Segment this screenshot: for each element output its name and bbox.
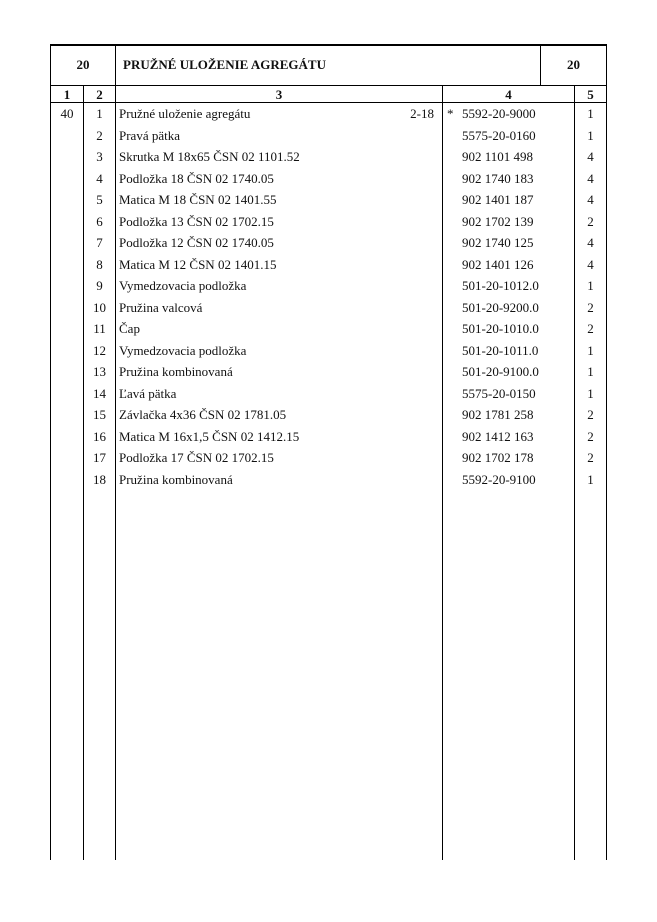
row-position: 15 [93, 407, 106, 422]
row-part-number: 902 1781 258 [462, 407, 534, 422]
row-name: Pružina kombinovaná [119, 471, 233, 487]
row-quantity: 2 [587, 407, 594, 422]
row-quantity: 2 [587, 213, 594, 229]
row-name: Matica M 16x1,5 ČSN 02 1412.15 [119, 428, 300, 444]
row-position: 18 [93, 471, 106, 487]
row-position: 11 [93, 321, 106, 336]
row-position: 13 [93, 364, 106, 379]
row-part-number: 902 1401 126 [462, 256, 534, 272]
group-position: 40 [60, 106, 74, 121]
row-quantity: 2 [587, 321, 594, 336]
row-name: Pružina valcová [119, 299, 203, 315]
row-part-number: 501-20-1012.0 [462, 278, 539, 293]
row-quantity: 1 [587, 385, 594, 401]
row-position: 1 [96, 106, 103, 121]
row-quantity: 1 [587, 106, 594, 121]
row-name: Skrutka M 18x65 ČSN 02 1101.52 [119, 149, 300, 164]
row-quantity: 1 [587, 342, 594, 358]
row-name: Matica M 18 ČSN 02 1401.55 [119, 192, 277, 207]
row-position: 8 [96, 256, 103, 272]
row-part-number: 902 1740 125 [462, 235, 534, 250]
row-position: 5 [96, 192, 103, 207]
title-right-number: 20 [567, 57, 580, 72]
row-position: 16 [93, 428, 106, 444]
row-position: 9 [96, 278, 103, 293]
row-quantity: 4 [587, 235, 594, 250]
row-part-number: 5592-20-9000 [462, 106, 536, 121]
row-position: 4 [96, 170, 103, 186]
row-name: Závlačka 4x36 ČSN 02 1781.05 [119, 407, 287, 422]
row-part-number: 902 1412 163 [462, 428, 534, 444]
title-bottom-border [50, 85, 607, 86]
row-name: Pružina kombinovaná [119, 364, 233, 379]
row-position: 7 [96, 235, 103, 250]
row-part-number: 902 1702 178 [462, 450, 534, 465]
row-name: Podložka 13 ČSN 02 1702.15 [119, 213, 274, 229]
row-name: Vymedzovacia podložka [119, 342, 247, 358]
column-header-2: 2 [96, 87, 103, 102]
column-header-4: 4 [505, 87, 512, 102]
row-quantity: 4 [587, 192, 594, 207]
row-mark: * [447, 106, 454, 121]
row-quantity: 4 [587, 256, 594, 272]
row-name: Vymedzovacia podložka [119, 278, 247, 293]
row-position: 10 [93, 299, 106, 315]
row-part-number: 902 1740 183 [462, 170, 534, 186]
row-position: 3 [96, 149, 103, 164]
column-header-1: 1 [63, 87, 71, 102]
row-name: Čap [119, 321, 140, 336]
row-position: 17 [93, 450, 106, 465]
row-part-number: 902 1401 187 [462, 192, 534, 207]
row-part-number: 501-20-1010.0 [462, 321, 539, 336]
row-quantity: 1 [587, 364, 594, 379]
row-quantity: 4 [587, 149, 594, 164]
row-part-number: 501-20-1011.0 [462, 342, 539, 358]
row-quantity: 2 [587, 299, 594, 315]
column-header-5: 5 [587, 87, 594, 102]
table-left-border [50, 44, 51, 860]
row-position: 12 [93, 342, 106, 358]
row-position: 2 [96, 127, 103, 143]
row-reference: 2-18 [410, 106, 434, 121]
row-part-number: 501-20-9100.0 [462, 364, 539, 379]
row-name: Podložka 12 ČSN 02 1740.05 [119, 235, 274, 250]
row-quantity: 4 [587, 170, 594, 186]
row-part-number: 501-20-9200.0 [462, 299, 539, 315]
row-name: Matica M 12 ČSN 02 1401.15 [119, 256, 277, 272]
row-part-number: 902 1702 139 [462, 213, 534, 229]
row-quantity: 1 [587, 471, 594, 487]
column-divider-3 [442, 85, 443, 860]
row-name: Pravá pätka [119, 127, 181, 143]
column-header-3: 3 [275, 87, 283, 102]
row-part-number: 902 1101 498 [462, 149, 534, 164]
row-quantity: 1 [587, 127, 594, 143]
row-name: Podložka 18 ČSN 02 1740.05 [119, 170, 274, 186]
row-part-number: 5575-20-0150 [462, 385, 536, 401]
row-position: 6 [96, 213, 103, 229]
row-quantity: 2 [587, 428, 594, 444]
row-position: 14 [93, 385, 106, 401]
row-part-number: 5592-20-9100 [462, 471, 536, 487]
page-title: PRUŽNÉ ULOŽENIE AGREGÁTU [123, 57, 326, 72]
row-quantity: 1 [587, 278, 594, 293]
row-quantity: 2 [587, 450, 594, 465]
title-left-number: 20 [76, 57, 90, 72]
row-name: Pružné uloženie agregátu [119, 106, 251, 121]
row-part-number: 5575-20-0160 [462, 127, 536, 143]
table-top-border [50, 44, 607, 46]
row-name: Podložka 17 ČSN 02 1702.15 [119, 450, 274, 465]
row-name: Ľavá pätka [119, 385, 177, 401]
